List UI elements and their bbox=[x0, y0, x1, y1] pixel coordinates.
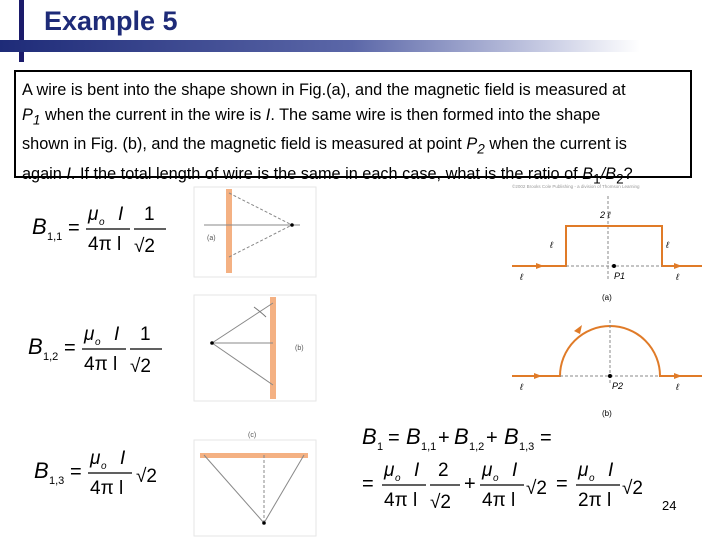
svg-text:B: B bbox=[28, 334, 43, 359]
svg-text:=: = bbox=[388, 427, 400, 449]
label-l-a2: ℓ bbox=[666, 240, 669, 250]
svg-text:I: I bbox=[608, 460, 614, 481]
problem-line-4: again I. If the total length of wire is the same in each case, what is the ratio of $B_1/B_2$? bbox=[22, 165, 633, 187]
svg-text:B: B bbox=[362, 424, 377, 449]
svg-text:1,2: 1,2 bbox=[43, 351, 59, 363]
svg-text:B: B bbox=[504, 424, 519, 449]
svg-text:√2: √2 bbox=[430, 492, 451, 513]
svg-text:1,1: 1,1 bbox=[47, 231, 63, 243]
label-2l: 2 ℓ bbox=[600, 210, 611, 220]
svg-text:1,1: 1,1 bbox=[421, 441, 437, 453]
wire-figures-right bbox=[498, 180, 713, 422]
label-P1: P1 bbox=[614, 271, 626, 281]
svg-text:+: + bbox=[486, 427, 498, 449]
equation-b12 bbox=[28, 318, 168, 380]
svg-text:1: 1 bbox=[140, 324, 151, 345]
svg-text:√2: √2 bbox=[136, 466, 157, 487]
panel-label-b: (b) bbox=[295, 345, 304, 352]
svg-text:1,3: 1,3 bbox=[519, 441, 535, 453]
svg-text:o: o bbox=[589, 473, 595, 484]
svg-text:4π l: 4π l bbox=[88, 234, 122, 255]
svg-text:√2: √2 bbox=[622, 478, 643, 499]
svg-text:μ: μ bbox=[90, 448, 101, 469]
svg-text:μ: μ bbox=[482, 460, 493, 481]
label-P2: P2 bbox=[612, 381, 624, 391]
title-accent-bar bbox=[19, 0, 24, 62]
problem-line-2: $P_1$ when the current in the wire is I. The same wire is then formed into the shape bbox=[22, 105, 601, 127]
svg-text:o: o bbox=[493, 473, 499, 484]
label-l-b2: ℓ bbox=[676, 382, 679, 392]
svg-text:=: = bbox=[362, 473, 374, 495]
svg-text:=: = bbox=[64, 337, 76, 359]
svg-text:o: o bbox=[395, 473, 401, 484]
svg-text:I: I bbox=[114, 324, 120, 345]
label-l-a4: ℓ bbox=[676, 272, 679, 282]
figure-copyright: ©2002 Brooks Cole Publishing - a division of Thomson Learning bbox=[512, 184, 640, 189]
svg-text:1,2: 1,2 bbox=[469, 441, 485, 453]
caption-b: (b) bbox=[602, 409, 612, 418]
svg-text:I: I bbox=[118, 204, 124, 225]
svg-text:4π l: 4π l bbox=[90, 478, 124, 499]
svg-text:1,3: 1,3 bbox=[49, 475, 65, 487]
svg-text:I: I bbox=[512, 460, 518, 481]
svg-text:μ: μ bbox=[88, 204, 99, 225]
problem-line-1: A wire is bent into the shape shown in Fig.(a), and the magnetic field is measured at bbox=[22, 81, 626, 99]
svg-text:1: 1 bbox=[144, 204, 155, 225]
svg-text:√2: √2 bbox=[130, 356, 151, 377]
panel-label-a: (a) bbox=[207, 235, 216, 242]
caption-a: (a) bbox=[602, 293, 612, 302]
equation-b11 bbox=[32, 198, 172, 260]
svg-text:B: B bbox=[32, 214, 47, 239]
svg-text:B: B bbox=[406, 424, 421, 449]
svg-text:o: o bbox=[99, 217, 105, 228]
panel-label-c: (c) bbox=[248, 432, 257, 439]
svg-text:4π l: 4π l bbox=[482, 490, 516, 511]
label-l-a1: ℓ bbox=[550, 240, 553, 250]
page-number: 24 bbox=[662, 498, 677, 513]
wire-shape-b bbox=[512, 326, 702, 376]
equation-sum bbox=[360, 420, 570, 454]
svg-text:=: = bbox=[556, 473, 568, 495]
wire-shape-a bbox=[512, 226, 702, 266]
svg-text:μ: μ bbox=[84, 324, 95, 345]
svg-text:B: B bbox=[34, 458, 49, 483]
svg-text:B: B bbox=[454, 424, 469, 449]
label-l-a3: ℓ bbox=[520, 272, 523, 282]
svg-text:=: = bbox=[540, 427, 552, 449]
svg-text:√2: √2 bbox=[526, 478, 547, 499]
svg-text:4π l: 4π l bbox=[84, 354, 118, 375]
svg-text:+: + bbox=[464, 473, 476, 495]
svg-text:o: o bbox=[101, 461, 107, 472]
svg-text:I: I bbox=[414, 460, 420, 481]
svg-text:=: = bbox=[68, 217, 80, 239]
svg-text:+: + bbox=[438, 427, 450, 449]
svg-text:√2: √2 bbox=[134, 236, 155, 257]
slide-title: Example 5 bbox=[44, 6, 178, 36]
svg-text:o: o bbox=[95, 337, 101, 348]
svg-text:I: I bbox=[120, 448, 126, 469]
wire-segment-c bbox=[200, 453, 308, 458]
equation-total bbox=[360, 454, 660, 516]
svg-text:1: 1 bbox=[377, 441, 384, 453]
wire-segment-a bbox=[226, 189, 232, 273]
problem-line-3: shown in Fig. (b), and the magnetic field is measured at point $P_2$ when the current is bbox=[22, 135, 627, 157]
svg-text:4π l: 4π l bbox=[384, 490, 418, 511]
svg-text:=: = bbox=[70, 461, 82, 483]
title-underline bbox=[0, 40, 640, 52]
equation-b13 bbox=[34, 446, 174, 508]
svg-text:μ: μ bbox=[384, 460, 395, 481]
svg-text:μ: μ bbox=[578, 460, 589, 481]
label-l-b1: ℓ bbox=[520, 382, 523, 392]
figure-panels-left bbox=[190, 185, 320, 540]
svg-text:2π l: 2π l bbox=[578, 490, 612, 511]
svg-text:2: 2 bbox=[438, 460, 449, 481]
